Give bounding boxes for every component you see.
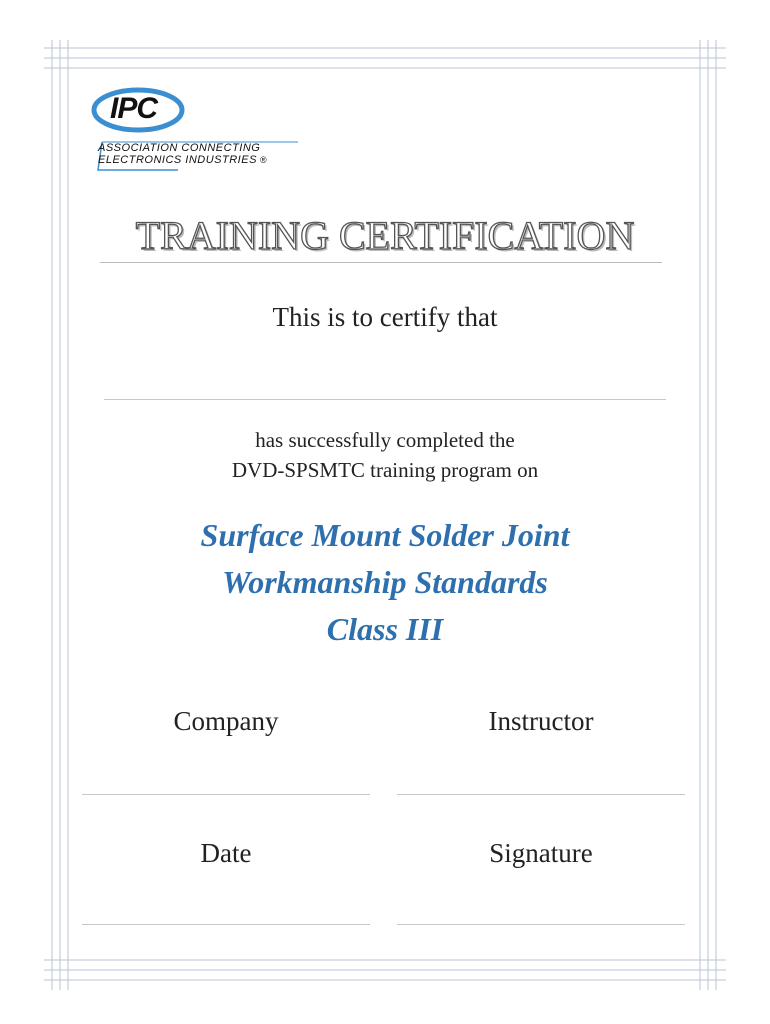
title-underline [100, 262, 662, 263]
date-label: Date [200, 838, 252, 868]
completion-line-1: has successfully completed the [255, 428, 515, 452]
logo-brand: IPC [110, 92, 158, 125]
completion-line-2: DVD-SPSMTC training program on [231, 458, 539, 482]
logo-tagline [98, 142, 267, 166]
certificate-title: TRAINING CERTIFICATION [135, 213, 635, 258]
recipient-name-line [104, 399, 666, 400]
date-line [82, 924, 370, 925]
instructor-line [397, 794, 685, 795]
ipc-logo [88, 82, 303, 178]
logo-tagline-line2: ELECTRONICS INDUSTRIES [98, 154, 257, 166]
signature-line [397, 924, 685, 925]
logo-tagline-line1: ASSOCIATION CONNECTING [98, 142, 261, 154]
registered-mark: ® [259, 155, 268, 165]
completion-text [0, 425, 770, 485]
certify-text: This is to certify that [272, 302, 498, 332]
course-line-3: Class III [326, 611, 444, 647]
signature-label: Signature [489, 838, 593, 868]
company-line [82, 794, 370, 795]
company-label: Company [173, 706, 279, 736]
course-title [0, 512, 770, 653]
course-line-2: Workmanship Standards [222, 564, 548, 600]
instructor-label: Instructor [488, 706, 594, 736]
course-line-1: Surface Mount Solder Joint [200, 517, 570, 553]
